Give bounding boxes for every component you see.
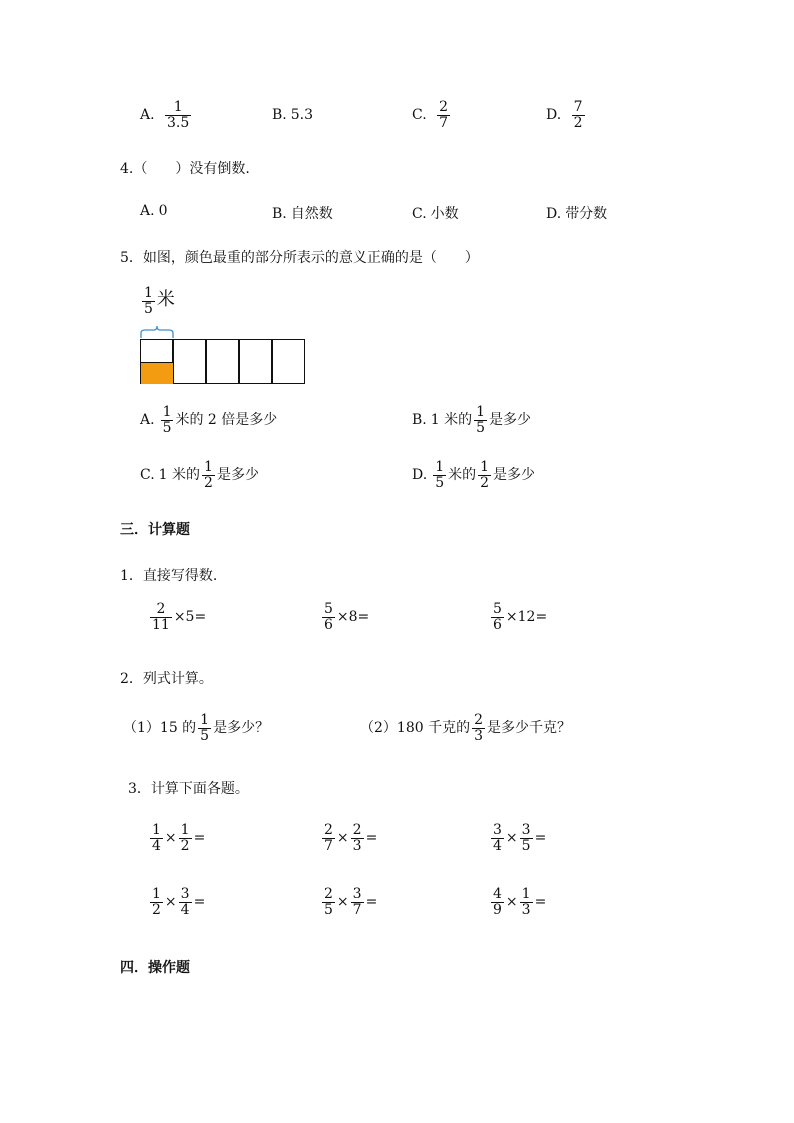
q3-option-b: B. 5.3 (272, 107, 314, 123)
fraction: $\frac{1}{5}$ (435, 459, 445, 491)
fraction: $\frac{3}{4}$ (493, 822, 502, 854)
fraction: $\frac{1}{2}$ (480, 459, 490, 491)
fraction: $\frac{5}{6}$ (324, 601, 333, 633)
fraction: $\frac{1}{5}$ (144, 284, 153, 317)
calc3-stem: 3．计算下面各题。 (128, 781, 249, 797)
brace-icon (140, 325, 174, 339)
fraction: $\frac{1}{4}$ (152, 822, 161, 854)
calc3-item: $\frac{4}{9}$ × $\frac{1}{3}$ = (493, 886, 547, 918)
fraction: $\frac{1}{2}$ (152, 886, 161, 918)
fraction: $\frac{3}{7}$ (352, 886, 362, 918)
q4-option-d: D. 带分数 (546, 206, 608, 222)
q5-stem: 5．如图，颜色最重的部分所表示的意义正确的是（ ） (120, 250, 479, 266)
q5-option-d: D. $\frac{1}{5}$ 米的 $\frac{1}{2}$ 是多少 (412, 459, 536, 491)
fraction: $\frac{2}{7}$ (324, 822, 333, 854)
section-three-title: 三．计算题 (120, 522, 190, 538)
q5-option-a: A. $\frac{1}{5}$ 米的 2 倍是多少 (140, 404, 278, 436)
calc2-stem: 2．列式计算。 (120, 671, 213, 687)
calc2-item-2: （2）180 千克的 $\frac{2}{3}$ 是多少千克？ (360, 712, 572, 744)
calc1-item: $\frac{5}{6}$ ×8= (324, 601, 370, 633)
fraction: $\frac{5}{6}$ (493, 601, 502, 633)
fraction: $\frac{1}{5}$ (200, 712, 210, 744)
fraction: $\frac{1}{5}$ (162, 404, 172, 436)
fraction: $\frac{4}{9}$ (493, 886, 502, 918)
fraction: $\frac{2}{5}$ (324, 886, 333, 918)
q3-option-a: A. $\frac{1}{3.5}$ (140, 99, 190, 131)
fraction: $\frac{1}{2}$ (204, 459, 213, 491)
diagram-cell (173, 339, 206, 384)
calc1-item: $\frac{2}{11}$ ×5= (152, 601, 207, 633)
fraction: $\frac{1}{3}$ (521, 886, 531, 918)
fraction-diagram (140, 285, 320, 390)
q5-option-c: C. 1 米的 $\frac{1}{2}$ 是多少 (140, 459, 259, 491)
shaded-part (141, 362, 173, 384)
calc1-item: $\frac{5}{6}$ ×12= (493, 601, 548, 633)
calc3-item: $\frac{2}{5}$ × $\frac{3}{7}$ = (324, 886, 378, 918)
fraction: $\frac{1}{3.5}$ (167, 99, 190, 131)
q4-option-b: B. 自然数 (272, 206, 333, 222)
fraction: $\frac{3}{4}$ (180, 886, 190, 918)
q5-option-b: B. 1 米的 $\frac{1}{5}$ 是多少 (412, 404, 532, 436)
q4-stem: 4.（ ）没有倒数. (120, 161, 250, 177)
calc2-item-1: （1）15 的 $\frac{1}{5}$ 是多少？ (123, 712, 270, 744)
diagram-cell (239, 339, 272, 384)
q3-option-c: C. $\frac{2}{7}$ (412, 99, 449, 131)
diagram-cell (206, 339, 239, 384)
calc3-item: $\frac{1}{2}$ × $\frac{3}{4}$ = (152, 886, 206, 918)
fraction: $\frac{1}{5}$ (476, 404, 486, 436)
q4-option-a: A. 0 (140, 203, 168, 219)
diagram-cell (272, 339, 305, 384)
q4-option-c: C. 小数 (412, 206, 459, 222)
fraction: $\frac{2}{7}$ (439, 99, 449, 131)
fraction: $\frac{3}{5}$ (521, 822, 531, 854)
calc1-stem: 1．直接写得数. (120, 568, 218, 584)
fraction: $\frac{2}{3}$ (352, 822, 362, 854)
diagram-label: $\frac{1}{5}$ 米 (144, 284, 175, 317)
section-four-title: 四．操作题 (120, 960, 190, 976)
calc3-item: $\frac{1}{4}$ × $\frac{1}{2}$ = (152, 822, 206, 854)
fraction: $\frac{2}{11}$ (152, 601, 170, 633)
q3-option-d: D. $\frac{7}{2}$ (546, 99, 583, 131)
calc3-item: $\frac{3}{4}$ × $\frac{3}{5}$ = (493, 822, 547, 854)
calc3-item: $\frac{2}{7}$ × $\frac{2}{3}$ = (324, 822, 378, 854)
fraction: $\frac{1}{2}$ (180, 822, 190, 854)
fraction: $\frac{7}{2}$ (573, 99, 583, 131)
fraction: $\frac{2}{3}$ (474, 712, 484, 744)
